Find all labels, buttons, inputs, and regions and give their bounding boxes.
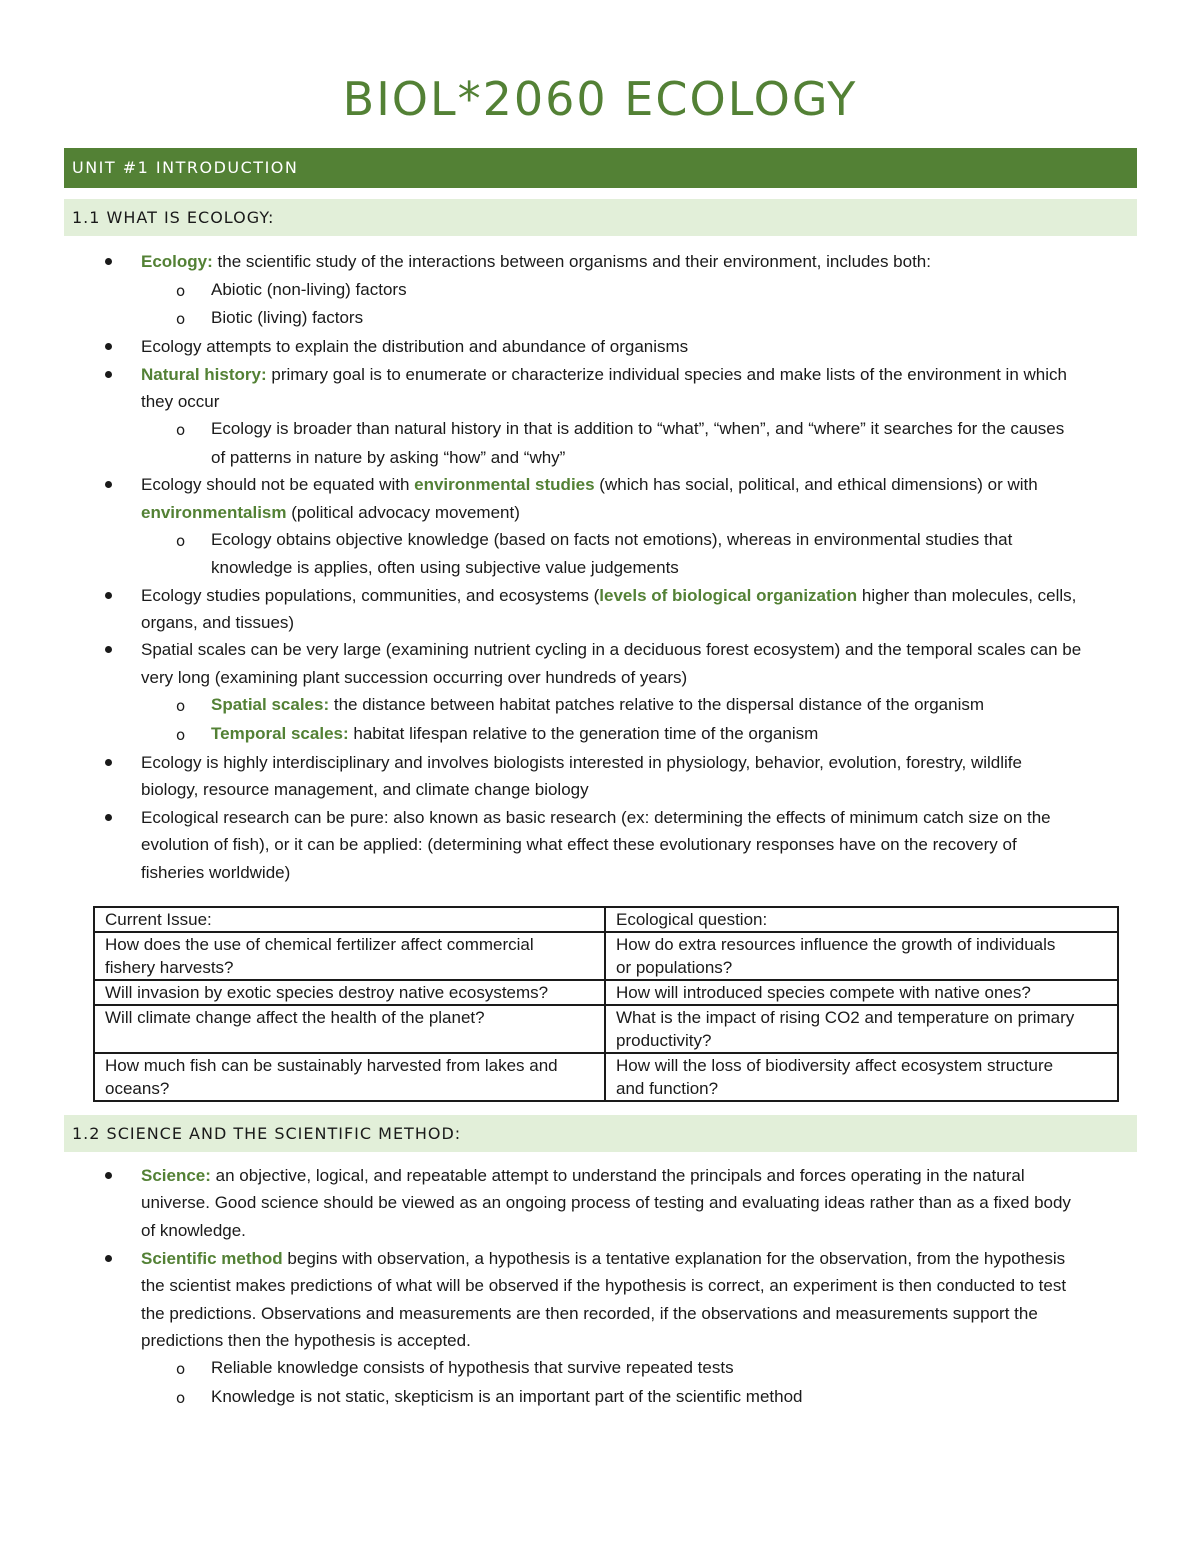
table-cell (94, 932, 605, 980)
cell-line: Will climate change affect the health of the planet? (105, 1008, 485, 1027)
term-levels-of-organization: levels of biological organization (599, 586, 858, 605)
sub-item-spatial-scales (211, 695, 984, 715)
bullet-marker (105, 646, 112, 653)
sub-item-abiotic: Abiotic (non-living) factors (211, 280, 407, 299)
term-spatial-scales: Spatial scales: (211, 695, 330, 714)
sub-bullet-marker: o (176, 697, 186, 715)
list-item-levels (141, 586, 1076, 606)
sub-item-biotic: Biotic (living) factors (211, 308, 364, 327)
table-row (94, 932, 1118, 980)
item-text: habitat lifespan relative to the generation time of the organism (348, 724, 819, 743)
sub-bullet-marker: o (176, 1389, 186, 1407)
list-item-continuation (141, 503, 520, 523)
list-item-continuation: biology, resource management, and climate change biology (141, 780, 589, 799)
table-cell (605, 932, 1118, 980)
sub-item-continuation: of patterns in nature by asking “how” and “why” (211, 448, 566, 467)
item-text: an objective, logical, and repeatable attempt to understand the principals and forces operating in the natural (210, 1166, 1025, 1185)
list-item-distribution: Ecology attempts to explain the distribution and abundance of organisms (141, 337, 689, 356)
bullet-marker (105, 343, 112, 350)
sub-bullet-marker: o (176, 310, 186, 328)
cell-line: Will invasion by exotic species destroy native ecosystems? (105, 983, 549, 1002)
item-text: (political advocacy movement) (286, 503, 520, 522)
bullet-marker (105, 481, 112, 488)
table-cell (605, 1005, 1118, 1053)
sub-item-skepticism: Knowledge is not static, skepticism is an important part of the scientific method (211, 1387, 803, 1406)
term-environmental-studies: environmental studies (414, 475, 595, 494)
bullet-marker (105, 258, 112, 265)
sub-bullet-marker: o (176, 726, 186, 744)
sub-item-temporal-scales (211, 724, 818, 744)
bullet-marker (105, 759, 112, 766)
list-item-environmental-studies (141, 475, 1038, 495)
cell-line: oceans? (105, 1079, 170, 1098)
section-heading-1-2: 1.2 SCIENCE AND THE SCIENTIFIC METHOD: (64, 1115, 1137, 1152)
cell-line: How much fish can be sustainably harvested from lakes and (105, 1056, 558, 1075)
sub-bullet-marker: o (176, 1360, 186, 1378)
list-item-research: Ecological research can be pure: also known as basic research (ex: determining the effects of minimum catch size on the (141, 808, 1051, 827)
list-item-science (141, 1166, 1025, 1186)
cell-line: productivity? (616, 1031, 712, 1050)
term-ecology: Ecology: (141, 252, 213, 271)
cell-line: fishery harvests? (105, 958, 234, 977)
item-text: the distance between habitat patches relative to the dispersal distance of the organism (329, 695, 985, 714)
list-item-scientific-method (141, 1249, 1065, 1269)
list-item-continuation: universe. Good science should be viewed as an ongoing process of testing and evaluating ideas rather than as a fixed body (141, 1193, 1071, 1212)
term-environmentalism: environmentalism (141, 503, 287, 522)
table-cell (94, 980, 605, 1005)
list-item-ecology (141, 252, 931, 272)
list-item-continuation: very long (examining plant succession occurring over hundreds of years) (141, 668, 688, 687)
item-text: primary goal is to enumerate or characterize individual species and make lists of the environment in which (266, 365, 1067, 384)
list-item-continuation: predictions then the hypothesis is accepted. (141, 1331, 471, 1350)
list-item-continuation: organs, and tissues) (141, 613, 295, 632)
cell-line: How do extra resources influence the growth of individuals (616, 935, 1056, 954)
bullet-marker (105, 371, 112, 378)
cell-line: and function? (616, 1079, 719, 1098)
table-cell (605, 1053, 1118, 1101)
list-item-continuation: of knowledge. (141, 1221, 246, 1240)
item-text: begins with observation, a hypothesis is a tentative explanation for the observation, from the hypothesis (282, 1249, 1066, 1268)
sub-bullet-marker: o (176, 282, 186, 300)
list-item-continuation: evolution of fish), or it can be applied: (determining what effect these evolutionary responses have on the recovery of (141, 835, 1017, 854)
item-text: (which has social, political, and ethical dimensions) or with (594, 475, 1038, 494)
table-row (94, 980, 1118, 1005)
term-temporal-scales: Temporal scales: (211, 724, 349, 743)
cell-line: How will introduced species compete with native ones? (616, 983, 1031, 1002)
sub-item-broader: Ecology is broader than natural history in that is addition to “what”, “when”, and “where” it searches for the causes (211, 419, 1065, 438)
bullet-marker (105, 592, 112, 599)
item-text: Ecology studies populations, communities, and ecosystems ( (141, 586, 600, 605)
table-header-cell: Current Issue: (94, 907, 605, 932)
term-scientific-method: Scientific method (141, 1249, 283, 1268)
term-science: Science: (141, 1166, 211, 1185)
bullet-marker (105, 1172, 112, 1179)
sub-bullet-marker: o (176, 421, 186, 439)
table-cell (605, 980, 1118, 1005)
sub-item-reliable-knowledge: Reliable knowledge consists of hypothesis that survive repeated tests (211, 1358, 734, 1377)
term-natural-history: Natural history: (141, 365, 267, 384)
list-item-continuation: the scientist makes predictions of what will be observed if the hypothesis is correct, an experiment is then conducted to test (141, 1276, 1067, 1295)
table-row (94, 1053, 1118, 1101)
list-item-natural-history (141, 365, 1067, 385)
list-item-scales: Spatial scales can be very large (examining nutrient cycling in a deciduous forest ecosystem) and the temporal scales can be (141, 640, 1082, 659)
cell-line: How does the use of chemical fertilizer affect commercial (105, 935, 534, 954)
table-header-cell: Ecological question: (605, 907, 1118, 932)
table-cell (94, 1053, 605, 1101)
item-text: Ecology should not be equated with (141, 475, 415, 494)
cell-line: What is the impact of rising CO2 and temperature on primary (616, 1008, 1075, 1027)
list-item-continuation: fisheries worldwide) (141, 863, 291, 882)
unit-heading: UNIT #1 INTRODUCTION (64, 148, 1137, 188)
item-text: the scientific study of the interactions between organisms and their environment, includes both: (212, 252, 931, 271)
sub-item-objective: Ecology obtains objective knowledge (based on facts not emotions), whereas in environmental studies that (211, 530, 1013, 549)
list-item-continuation: they occur (141, 392, 220, 411)
sub-bullet-marker: o (176, 532, 186, 550)
document-title: BIOL*2060 ECOLOGY (342, 72, 858, 126)
item-text: higher than molecules, cells, (857, 586, 1077, 605)
issues-table (93, 906, 1119, 1102)
cell-line: How will the loss of biodiversity affect ecosystem structure (616, 1056, 1054, 1075)
table-cell (94, 1005, 605, 1053)
bullet-marker (105, 814, 112, 821)
list-item-interdisciplinary: Ecology is highly interdisciplinary and involves biologists interested in physiology, behavior, evolution, forestry, wildlife (141, 753, 1022, 772)
section-heading-1-1: 1.1 WHAT IS ECOLOGY: (64, 199, 1137, 236)
bullet-marker (105, 1255, 112, 1262)
sub-item-continuation: knowledge is applies, often using subjective value judgements (211, 558, 679, 577)
table-header-row (94, 907, 1118, 932)
cell-line: or populations? (616, 958, 733, 977)
list-item-continuation: the predictions. Observations and measurements are then recorded, if the observations and measurements support the (141, 1304, 1038, 1323)
table-row (94, 1005, 1118, 1053)
